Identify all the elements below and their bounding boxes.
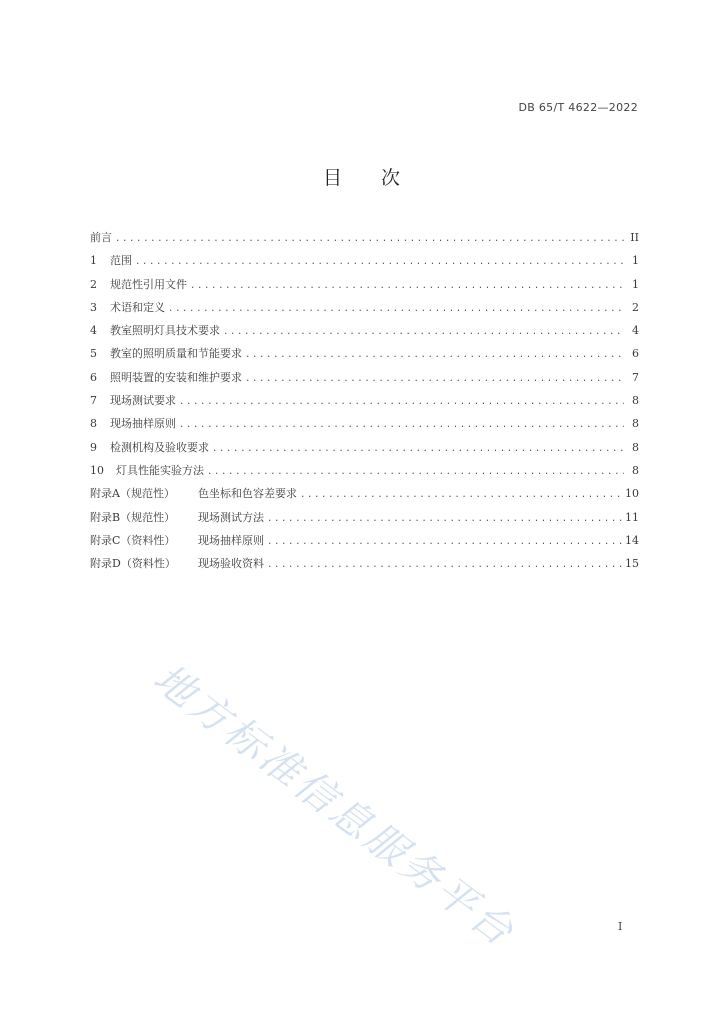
annex-page: 10: [625, 487, 639, 501]
toc-entry-label: 术语和定义: [110, 300, 165, 314]
toc-entry[interactable]: [90, 299, 639, 322]
toc-entry[interactable]: [90, 345, 639, 368]
annex-label: 色坐标和色容差要求: [198, 487, 297, 501]
toc-entry-number: 4: [90, 324, 97, 338]
toc-entry-number: 3: [90, 300, 97, 314]
toc-entry-page: 1: [632, 254, 639, 268]
toc-annex-entry[interactable]: [90, 532, 639, 555]
annex-label: 现场抽样原则: [198, 533, 264, 547]
toc-entry-number: 1: [90, 254, 97, 268]
toc-entry[interactable]: [90, 415, 639, 438]
toc-entry-page: 7: [632, 370, 639, 384]
dot-leader: [179, 420, 624, 430]
toc-entry-number: 9: [90, 440, 97, 454]
watermark-text: 地方标准信息服务平台: [144, 655, 524, 957]
dot-leader: [115, 234, 624, 244]
annex-page: 15: [625, 557, 639, 571]
toc-entry-label: 规范性引用文件: [110, 277, 187, 291]
toc-annex-entry[interactable]: [90, 509, 639, 532]
dot-leader: [168, 304, 624, 314]
standard-code: DB 65/T 4622—2022: [518, 101, 638, 114]
toc-entry-label: 前言: [90, 231, 112, 244]
dot-leader: [267, 560, 622, 570]
toc-entry-label: 现场抽样原则: [110, 417, 176, 431]
toc-entry-label: 照明装置的安装和维护要求: [110, 370, 242, 384]
annex-label: 现场验收资料: [198, 557, 264, 571]
dot-leader: [190, 281, 624, 291]
page-number: I: [618, 920, 623, 933]
toc-entry-label: 现场测试要求: [110, 394, 176, 408]
dot-leader: [245, 374, 624, 384]
toc-entry-label: 灯具性能实验方法: [116, 463, 204, 477]
toc-entry-number: 6: [90, 370, 97, 384]
dot-leader: [135, 257, 624, 267]
dot-leader: [267, 537, 622, 547]
toc-entry-page: 1: [632, 277, 639, 291]
toc-entry-label: 教室照明灯具技术要求: [110, 324, 220, 338]
toc-entry-page: 6: [632, 347, 639, 361]
toc-entry[interactable]: [90, 276, 639, 299]
toc-entry-page: 4: [632, 324, 639, 338]
toc-entry-page: 2: [632, 300, 639, 314]
toc-entry-number: 7: [90, 394, 97, 408]
toc-title-part1: 目: [322, 167, 343, 189]
annex-label: 现场测试方法: [198, 510, 264, 524]
table-of-contents: [90, 229, 639, 578]
dot-leader: [267, 514, 622, 524]
dot-leader: [245, 350, 624, 360]
toc-entry-page: II: [630, 231, 639, 244]
toc-entry-label: 教室的照明质量和节能要求: [110, 347, 242, 361]
toc-entry[interactable]: [90, 369, 639, 392]
dot-leader: [223, 327, 624, 337]
annex-designation: 附录D（资料性）: [90, 557, 176, 571]
toc-entry[interactable]: [90, 252, 639, 275]
toc-title: [0, 163, 724, 190]
toc-title-part2: 次: [381, 167, 402, 189]
toc-entry-number: 5: [90, 347, 97, 361]
toc-entry[interactable]: [90, 462, 639, 485]
annex-designation: 附录C（资料性）: [90, 533, 176, 547]
toc-entry-number: 2: [90, 277, 97, 291]
toc-entry-page: 8: [632, 394, 639, 408]
toc-entry-label: 检测机构及验收要求: [110, 440, 209, 454]
toc-entry-page: 8: [632, 440, 639, 454]
toc-entry-page: 8: [632, 417, 639, 431]
dot-leader: [179, 397, 624, 407]
toc-entry-number: 8: [90, 417, 97, 431]
toc-entry-foreword[interactable]: [90, 229, 639, 252]
toc-entry[interactable]: [90, 392, 639, 415]
toc-entry-page: 8: [632, 463, 639, 477]
dot-leader: [300, 490, 622, 500]
toc-entry-number: 10: [90, 463, 104, 477]
annex-designation: 附录B（规范性）: [90, 510, 176, 524]
toc-annex-entry[interactable]: [90, 485, 639, 508]
annex-page: 11: [625, 510, 639, 524]
annex-designation: 附录A（规范性）: [90, 487, 175, 501]
toc-annex-entry[interactable]: [90, 555, 639, 578]
toc-entry-label: 范围: [110, 254, 132, 268]
dot-leader: [207, 467, 624, 477]
toc-entry[interactable]: [90, 439, 639, 462]
annex-page: 14: [625, 533, 639, 547]
toc-entry[interactable]: [90, 322, 639, 345]
dot-leader: [212, 444, 624, 454]
